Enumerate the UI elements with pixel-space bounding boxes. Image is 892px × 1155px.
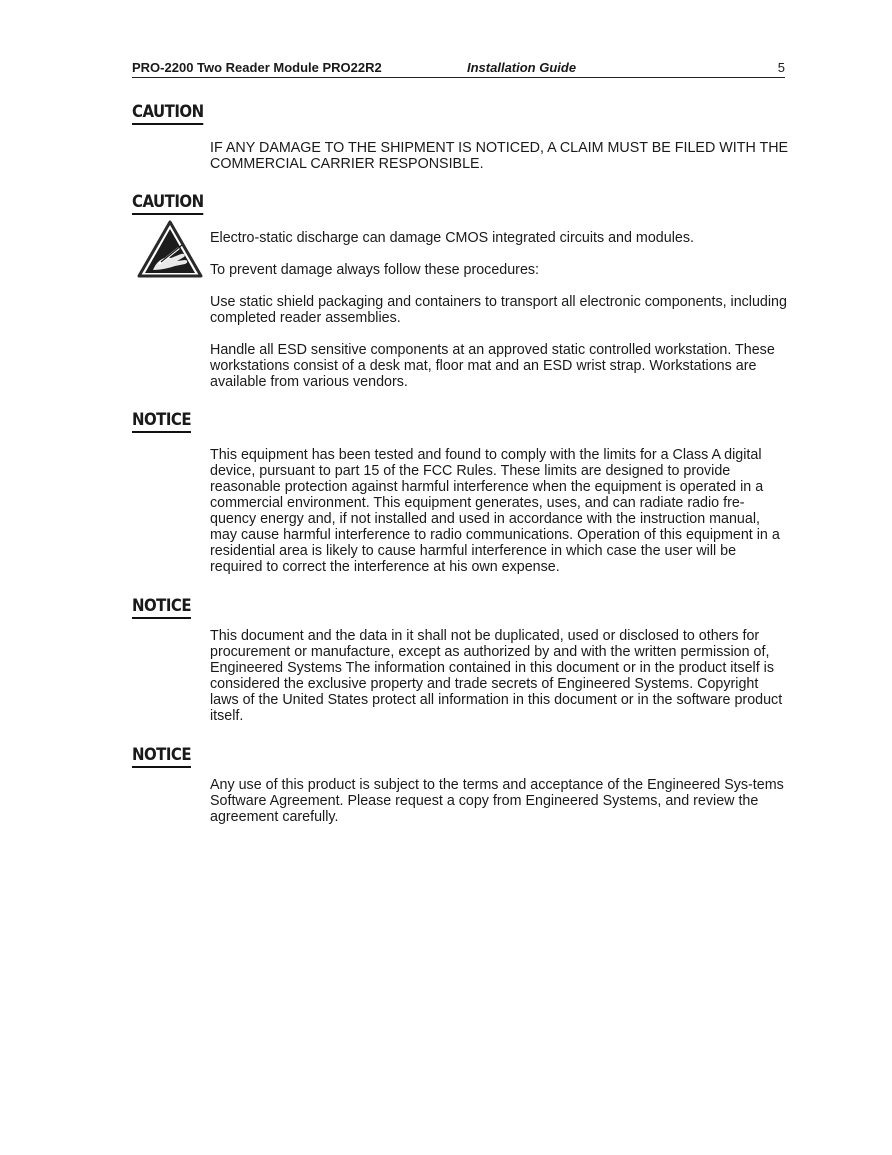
esd-warning-icon [137, 220, 203, 278]
esd-workstation-text: Handle all ESD sensitive components at an approved static controlled workstation. These workstations consist of a desk mat, floor mat and an ESD wrist strap. Workstations are available from various vendors. [210, 342, 775, 390]
proprietary-text: This document and the data in it shall not be duplicated, used or disclosed to others for procurement or manufacture, except as authorized by and with the written permission of, Engineered Systems The information contained in this document or in the product itself is considered the exclusive property and trade secrets of Engineered Systems. Copyright laws of the United States protect all information in this document or in the software product itself. [210, 628, 783, 724]
esd-caution-heading: CAUTION [132, 192, 204, 215]
software-notice-heading: NOTICE [132, 745, 191, 768]
document-title: PRO-2200 Two Reader Module PRO22R2 [132, 60, 382, 75]
esd-packaging-text: Use static shield packaging and containers to transport all electronic components, including completed reader assemblies. [210, 294, 787, 326]
caution-heading: CAUTION [132, 102, 204, 125]
proprietary-notice-heading: NOTICE [132, 596, 191, 619]
esd-damage-text: Electro-static discharge can damage CMOS integrated circuits and modules. [210, 230, 694, 246]
fcc-notice-heading: NOTICE [132, 410, 191, 433]
esd-procedures-intro: To prevent damage always follow these procedures: [210, 262, 540, 278]
software-agreement-text: Any use of this product is subject to the terms and acceptance of the Engineered Sys-tems Software Agreement. Please request a copy from Engineered Systems, and review the agreement carefully. [210, 777, 784, 825]
shipment-damage-text: IF ANY DAMAGE TO THE SHIPMENT IS NOTICED, A CLAIM MUST BE FILED WITH THE COMMERCIAL CARRIER RESPONSIBLE. [210, 140, 789, 172]
page-header [132, 60, 785, 78]
guide-title: Installation Guide [467, 60, 577, 75]
fcc-compliance-text: This equipment has been tested and found to comply with the limits for a Class A digital device, pursuant to part 15 of the FCC Rules. These limits are designed to provide reasonable protection against harmful interference when the equipment is operated in a commercial environment. This equipment generates, uses, and can radiate radio fre-quency energy and, if not installed and used in accordance with the instruction manual, may cause harmful interference to radio communications. Operation of this equipment in a residential area is likely to cause harmful interference in which case the user will be required to correct the interference at his own expense. [210, 447, 780, 575]
page-number: 5 [777, 60, 785, 75]
